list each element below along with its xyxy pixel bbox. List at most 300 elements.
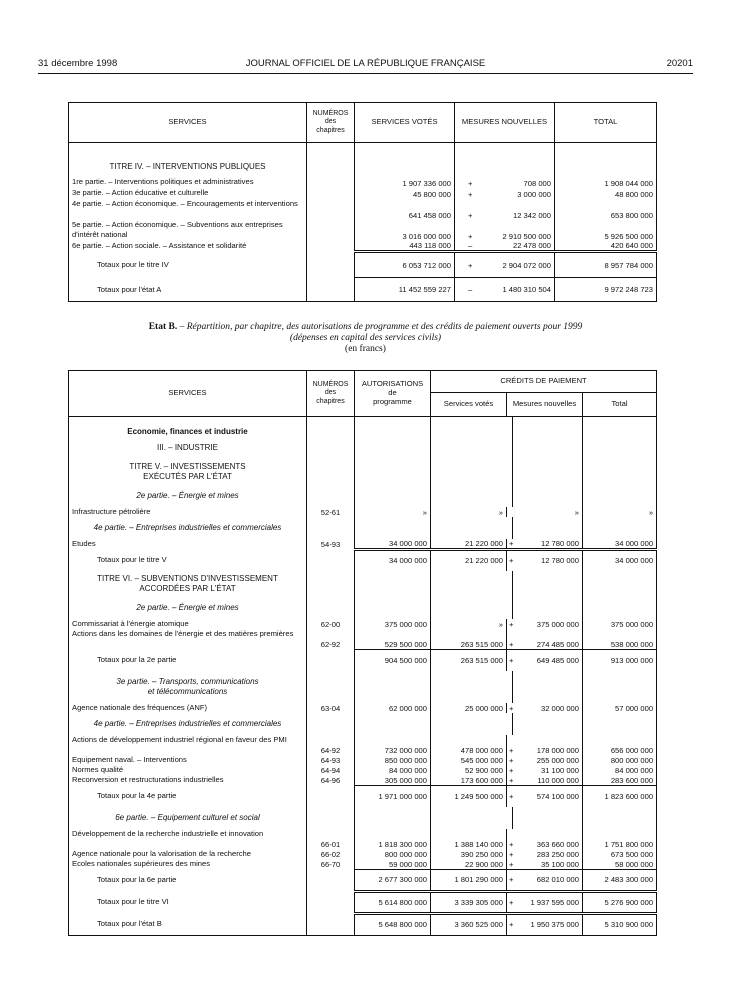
total-label: Totaux pour l'état A (97, 284, 162, 294)
total-row (69, 649, 657, 671)
col-services: SERVICES (168, 388, 207, 398)
table-etat-a (68, 102, 657, 302)
row-label: Actions de développement industriel régional en faveur des PMI (72, 735, 287, 744)
autorisations-value: 305 000 000 (355, 775, 431, 785)
empty-cell (431, 597, 507, 619)
table-row (69, 703, 657, 713)
empty-cell (513, 485, 583, 507)
partie-row (69, 597, 657, 619)
empty-cell (583, 597, 657, 619)
empty-cell (431, 671, 507, 703)
col-services-votes: SERVICES VOTÉS (355, 103, 455, 143)
empty-cell (431, 807, 507, 829)
empty-cell (431, 459, 507, 485)
partie-heading: 2e partie. – Énergie et mines (136, 490, 239, 500)
empty-cell (513, 459, 583, 485)
mesures-value: 3 000 000 (517, 189, 551, 199)
mesures-value: 1 937 595 000 (513, 891, 583, 913)
services-votes-value: 21 220 000 (431, 549, 507, 571)
mesures-value: 375 000 000 (536, 620, 579, 629)
row-label: Agence nationale des fréquences (ANF) (72, 703, 208, 712)
table-row (69, 177, 657, 188)
title-row (69, 143, 657, 177)
sign: + (468, 260, 473, 270)
empty-cell (555, 143, 657, 177)
sign: + (468, 231, 473, 241)
partie-row (69, 807, 657, 829)
mesures-value: 12 342 000 (512, 210, 551, 220)
services-votes-value: » (431, 507, 507, 517)
table-row (69, 199, 657, 220)
empty-cell (355, 597, 431, 619)
col-mesures-nouvelles: Mesures nouvelles (507, 393, 583, 417)
chapter-cell (307, 278, 355, 302)
empty-cell (307, 485, 355, 507)
col-total: Total (583, 393, 657, 417)
sign: + (507, 849, 513, 859)
sign: + (468, 189, 473, 199)
table-row (69, 765, 657, 775)
col-autorisations: AUTORISATIONS de programme (355, 371, 431, 417)
mesures-value: 274 485 000 (536, 639, 579, 649)
total-label: Totaux pour le titre IV (97, 260, 169, 269)
autorisations-value: 1 818 300 000 (355, 829, 431, 849)
chapter-cell (307, 188, 355, 199)
total-value: 653 800 000 (555, 199, 657, 220)
mesures-value: » (574, 507, 579, 517)
total-value: 420 640 000 (555, 241, 657, 252)
sign: – (468, 241, 473, 250)
sign: + (507, 735, 513, 755)
empty-cell (355, 485, 431, 507)
mesures-cell (455, 199, 555, 220)
mesures-value: 178 000 000 (536, 746, 579, 755)
chapter-number: 64-92 (307, 735, 355, 755)
chapter-number: 52-61 (307, 507, 355, 517)
sign: + (507, 913, 513, 935)
total-value: 1 908 044 000 (555, 177, 657, 188)
sign: + (507, 869, 513, 891)
total-value: 375 000 000 (583, 619, 657, 629)
sign: – (468, 285, 473, 294)
chapter-number (307, 785, 355, 807)
services-votes-value: 1 801 290 000 (431, 869, 507, 891)
empty-cell (355, 807, 431, 829)
empty-cell (355, 671, 431, 703)
mesures-value: 12 780 000 (513, 549, 583, 571)
chapter-number (307, 913, 355, 935)
spacer-row (69, 417, 657, 427)
services-votes-value: 1 907 336 000 (355, 177, 455, 188)
services-votes-value: 3 016 000 000 (355, 220, 455, 241)
empty-cell (355, 443, 431, 459)
row-label: Infrastructure pétrolière (72, 506, 151, 516)
chapter-number: 66-70 (307, 859, 355, 869)
empty-cell (583, 671, 657, 703)
total-value: 656 000 000 (583, 735, 657, 755)
partie-heading: 4e partie. – Entreprises industrielles et commerciales (93, 719, 282, 728)
empty-cell (355, 143, 455, 177)
empty-cell (455, 143, 555, 177)
col-total: TOTAL (555, 103, 657, 143)
table-row (69, 619, 657, 629)
mesures-cell (455, 220, 555, 241)
row-label: Totaux pour le titre V (97, 555, 167, 564)
table-row (69, 735, 657, 755)
row-label: Agence nationale pour la valorisation de la recherche (72, 849, 251, 858)
chapter-number (307, 891, 355, 913)
autorisations-value: 1 971 000 000 (355, 785, 431, 807)
mesures-value: 649 485 000 (513, 649, 583, 671)
mesures-value: 574 100 000 (513, 785, 583, 807)
row-label: 1re partie. – Interventions politiques et administratives (72, 176, 254, 186)
mesures-cell (455, 188, 555, 199)
partie-row (69, 713, 657, 735)
header-rule (38, 73, 693, 74)
empty-cell (431, 713, 507, 735)
mesures-cell (455, 278, 555, 302)
mesures-value: 22 478 000 (512, 241, 551, 250)
titre-row (69, 571, 657, 597)
partie-row (69, 671, 657, 703)
caption-unit: (en francs) (345, 344, 386, 354)
empty-cell (431, 485, 507, 507)
empty-cell (307, 459, 355, 485)
empty-cell (583, 571, 657, 597)
total-value: 800 000 000 (583, 755, 657, 765)
sign: + (468, 178, 473, 188)
table-row (69, 188, 657, 199)
table-row (69, 755, 657, 765)
autorisations-value: 375 000 000 (355, 619, 431, 629)
mesures-value: 31 100 000 (540, 766, 579, 775)
services-votes-value: 641 458 000 (355, 199, 455, 220)
empty-cell (583, 713, 657, 735)
services-votes-value: 11 452 559 227 (355, 278, 455, 302)
chapter-number (307, 649, 355, 671)
row-label: Normes qualité (72, 765, 124, 774)
mesures-cell (455, 252, 555, 278)
empty-cell (307, 597, 355, 619)
chapter-number: 66-02 (307, 849, 355, 859)
sign: + (507, 775, 513, 785)
caption-title: – Répartition, par chapitre, des autorisations de programme et des crédits de paiement ouverts pour 1999 (177, 322, 583, 332)
sign: + (507, 703, 513, 713)
partie-heading: 2e partie. – Énergie et mines (136, 603, 239, 612)
empty-cell (355, 427, 431, 443)
section-heading: III. – INDUSTRIE (157, 442, 218, 452)
total-value: 913 000 000 (583, 649, 657, 671)
services-votes-value: 390 250 000 (431, 849, 507, 859)
col-services-votes: Services votés (431, 393, 507, 417)
row-label: Actions dans les domaines de l'énergie et des matières premières (72, 629, 294, 638)
services-votes-value: » (431, 619, 507, 629)
services-votes-value: 443 118 000 (355, 241, 455, 252)
chapter-cell (307, 199, 355, 220)
mesures-value: 255 000 000 (536, 756, 579, 765)
empty-cell (355, 517, 431, 539)
table-row (69, 241, 657, 252)
empty-cell (355, 459, 431, 485)
chapter-number: 64-93 (307, 755, 355, 765)
sign: + (507, 549, 513, 571)
table-row (69, 507, 657, 517)
total-titre-row (69, 252, 657, 278)
total-value: 57 000 000 (583, 703, 657, 713)
total-row (69, 869, 657, 891)
row-label: 4e partie. – Action économique. – Encouragements et interventions (72, 198, 298, 208)
total-value: 283 600 000 (583, 775, 657, 785)
autorisations-value: 59 000 000 (355, 859, 431, 869)
services-votes-value: 6 053 712 000 (355, 252, 455, 278)
autorisations-value: 732 000 000 (355, 735, 431, 755)
row-label: Totaux pour le titre VI (97, 897, 169, 906)
sign: + (507, 765, 513, 775)
col-mesures-nouvelles: MESURES NOUVELLES (455, 103, 555, 143)
empty-cell (431, 417, 507, 427)
services-votes-value: 1 249 500 000 (431, 785, 507, 807)
sign: + (507, 629, 513, 649)
autorisations-value: 62 000 000 (355, 703, 431, 713)
empty-cell (431, 571, 507, 597)
empty-cell (431, 427, 507, 443)
empty-cell (307, 571, 355, 597)
total-etat-row (69, 278, 657, 302)
services-votes-value: 52 900 000 (431, 765, 507, 775)
services-votes-value: 1 388 140 000 (431, 829, 507, 849)
empty-cell (307, 143, 355, 177)
total-value: » (583, 507, 657, 517)
empty-cell (513, 517, 583, 539)
empty-cell (513, 807, 583, 829)
partie-heading: 3e partie. – Transports, communications et télécommunications (116, 677, 259, 696)
chapter-cell (307, 220, 355, 241)
table-etat-b (68, 370, 657, 936)
total-row (69, 891, 657, 913)
col-services: SERVICES (168, 117, 207, 127)
titre-heading: TITRE VI. – SUBVENTIONS D'INVESTISSEMENT ACCORDÉES PAR L'ÉTAT (97, 574, 278, 593)
empty-cell (583, 417, 657, 427)
chapter-cell (307, 241, 355, 252)
empty-cell (583, 517, 657, 539)
services-votes-value: 3 360 525 000 (431, 913, 507, 935)
mesures-value: 708 000 (523, 178, 551, 188)
row-label: 3e partie. – Action éducative et culturelle (72, 187, 209, 197)
sign: + (507, 755, 513, 765)
row-label: Totaux pour la 2e partie (97, 655, 177, 664)
table-row (69, 629, 657, 649)
row-label: Développement de la recherche industrielle et innovation (72, 829, 264, 838)
row-label: Totaux pour la 6e partie (97, 875, 177, 884)
chapter-number: 63-04 (307, 703, 355, 713)
total-value: 8 957 784 000 (555, 252, 657, 278)
sign: + (507, 829, 513, 849)
empty-cell (307, 671, 355, 703)
empty-cell (307, 427, 355, 443)
page-number: 20201 (666, 58, 693, 69)
autorisations-value: 800 000 000 (355, 849, 431, 859)
row-label: Commissariat à l'énergie atomique (72, 619, 189, 628)
ministry-row (69, 427, 657, 443)
total-value: 5 276 900 000 (583, 891, 657, 913)
total-value: 84 000 000 (583, 765, 657, 775)
empty-cell (513, 671, 583, 703)
ministry-heading: Economie, finances et industrie (127, 426, 248, 436)
empty-cell (307, 417, 355, 427)
services-votes-value: 478 000 000 (431, 735, 507, 755)
services-votes-value: 45 800 000 (355, 188, 455, 199)
titre-heading: TITRE V. – INVESTISSEMENTS EXÉCUTÉS PAR L'ÉTAT (129, 461, 246, 481)
mesures-value: 12 780 000 (540, 538, 579, 548)
caption-subtitle: (dépenses en capital des services civils) (289, 333, 442, 343)
services-votes-value: 173 600 000 (431, 775, 507, 785)
services-votes-value: 263 515 000 (431, 649, 507, 671)
etat-b-caption (0, 322, 731, 355)
mesures-value: 35 100 000 (540, 859, 579, 869)
total-value: 2 483 300 000 (583, 869, 657, 891)
row-label: 6e partie. – Action sociale. – Assistance et solidarité (72, 240, 247, 250)
autorisations-value: 529 500 000 (355, 629, 431, 649)
mesures-value: 32 000 000 (540, 704, 579, 713)
sign: + (507, 539, 513, 550)
services-votes-value: 22 900 000 (431, 859, 507, 869)
total-row (69, 785, 657, 807)
row-label: Etudes (72, 538, 96, 548)
autorisations-value: 84 000 000 (355, 765, 431, 775)
section-row (69, 443, 657, 459)
chapter-number: 66-01 (307, 829, 355, 849)
empty-cell (69, 417, 307, 427)
autorisations-value: 34 000 000 (355, 549, 431, 571)
empty-cell (513, 713, 583, 735)
autorisations-value: 5 614 800 000 (355, 891, 431, 913)
empty-cell (513, 597, 583, 619)
sign: + (507, 891, 513, 913)
table-row (69, 220, 657, 241)
chapter-cell (307, 252, 355, 278)
total-value: 5 310 900 000 (583, 913, 657, 935)
partie-heading: 6e partie. – Equipement culturel et social (115, 813, 260, 822)
empty-cell (431, 443, 507, 459)
col-credits-paiement: CRÉDITS DE PAIEMENT (431, 371, 657, 393)
total-value: 34 000 000 (583, 539, 657, 550)
row-label: Totaux pour l'état B (97, 918, 162, 928)
services-votes-value: 263 515 000 (431, 629, 507, 649)
row-label: Reconversion et restructurations industrielles (72, 775, 224, 784)
services-votes-value: 545 000 000 (431, 755, 507, 765)
caption-label: Etat B. (148, 322, 178, 332)
autorisations-value: 850 000 000 (355, 755, 431, 765)
total-value: 9 972 248 723 (555, 278, 657, 302)
empty-cell (355, 417, 431, 427)
chapter-number (307, 869, 355, 891)
row-label: 5e partie. – Action économique. – Subventions aux entreprises d'intérêt national (72, 219, 283, 239)
autorisations-value: 34 000 000 (355, 539, 431, 550)
services-votes-value: 25 000 000 (431, 703, 507, 713)
partie-row (69, 485, 657, 507)
total-value: 48 800 000 (555, 188, 657, 199)
total-value: 673 500 000 (583, 849, 657, 859)
total-value: 1 823 600 000 (583, 785, 657, 807)
empty-cell (513, 417, 583, 427)
empty-cell (307, 807, 355, 829)
table-row (69, 859, 657, 869)
sign: + (507, 619, 513, 629)
row-label: Totaux pour la 4e partie (97, 791, 177, 800)
sign: + (507, 859, 513, 869)
mesures-value: 1 480 310 504 (502, 285, 551, 294)
empty-cell (355, 713, 431, 735)
mesures-cell (455, 241, 555, 252)
titre-row (69, 459, 657, 485)
mesures-cell (455, 177, 555, 188)
row-label: Equipement naval. – Interventions (72, 755, 187, 764)
total-row (69, 549, 657, 571)
services-votes-value: 21 220 000 (431, 539, 507, 550)
empty-cell (307, 443, 355, 459)
total-value: 1 751 800 000 (583, 829, 657, 849)
autorisations-value: » (355, 507, 431, 517)
col-numeros: NUMÉROS des chapitres (307, 103, 355, 143)
mesures-value: 682 010 000 (513, 869, 583, 891)
mesures-value: 2 910 500 000 (502, 231, 551, 241)
total-row (69, 913, 657, 935)
empty-cell (583, 807, 657, 829)
empty-cell (583, 485, 657, 507)
chapter-number: 54-93 (307, 539, 355, 550)
total-value: 58 000 000 (583, 859, 657, 869)
col-numeros: NUMÉROS des chapitres (307, 371, 355, 417)
empty-cell (513, 571, 583, 597)
sign: + (507, 785, 513, 807)
header-date: 31 décembre 1998 (38, 58, 118, 69)
mesures-value: 2 904 072 000 (502, 260, 551, 270)
autorisations-value: 5 648 800 000 (355, 913, 431, 935)
total-value: 5 926 500 000 (555, 220, 657, 241)
chapter-cell (307, 177, 355, 188)
mesures-value: 283 250 000 (536, 850, 579, 859)
sign: + (468, 210, 473, 220)
mesures-value: 1 950 375 000 (513, 913, 583, 935)
autorisations-value: 2 677 300 000 (355, 869, 431, 891)
chapter-number: 64-96 (307, 775, 355, 785)
empty-cell (583, 459, 657, 485)
table-row (69, 775, 657, 785)
partie-heading: 4e partie. – Entreprises industrielles et commerciales (93, 522, 282, 532)
empty-cell (355, 571, 431, 597)
empty-cell (307, 713, 355, 735)
titre-iv-heading: TITRE IV. – INTERVENTIONS PUBLIQUES (109, 161, 266, 171)
total-value: 538 000 000 (583, 629, 657, 649)
journal-title: JOURNAL OFFICIEL DE LA RÉPUBLIQUE FRANÇAISE (245, 58, 486, 69)
empty-cell (307, 517, 355, 539)
services-votes-value: 3 339 305 000 (431, 891, 507, 913)
chapter-number: 64-94 (307, 765, 355, 775)
partie-row (69, 517, 657, 539)
empty-cell (431, 517, 507, 539)
chapter-number (307, 549, 355, 571)
chapter-number: 62-92 (307, 629, 355, 649)
chapter-number: 62-00 (307, 619, 355, 629)
total-value: 34 000 000 (583, 549, 657, 571)
table-row (69, 849, 657, 859)
empty-cell (583, 427, 657, 443)
sign: + (507, 649, 513, 671)
empty-cell (583, 443, 657, 459)
row-label: Ecoles nationales supérieures des mines (72, 859, 211, 868)
autorisations-value: 904 500 000 (355, 649, 431, 671)
table-row (69, 539, 657, 550)
